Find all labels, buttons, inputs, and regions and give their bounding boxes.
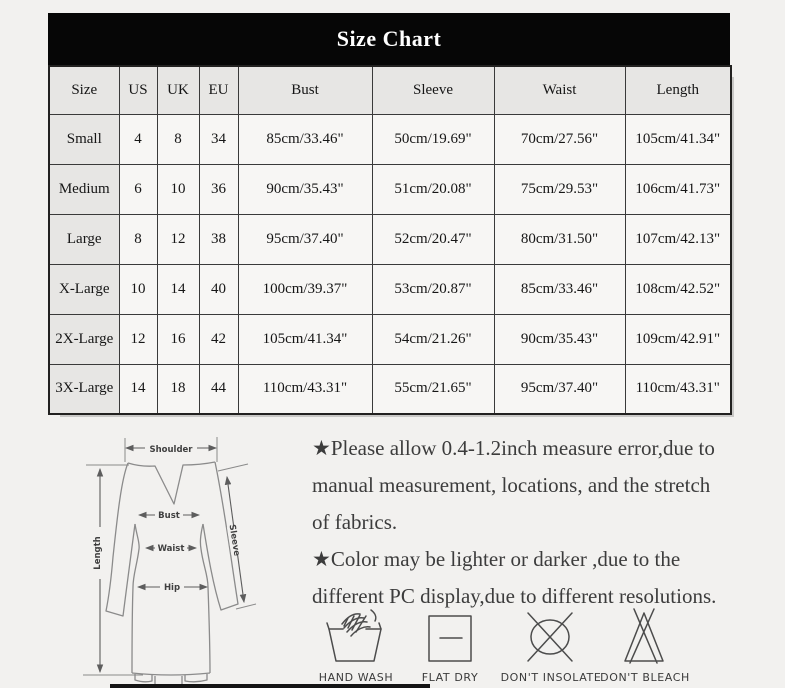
table-cell: 8	[157, 114, 199, 164]
table-cell: 53cm/20.87"	[372, 264, 494, 314]
table-cell: 50cm/19.69"	[372, 114, 494, 164]
table-cell: 44	[199, 364, 238, 414]
length-label: Length	[93, 536, 103, 570]
column-header-length: Length	[625, 66, 731, 114]
table-cell: 38	[199, 214, 238, 264]
note-line: ★Color may be lighter or darker ,due to the	[312, 547, 681, 571]
table-cell: 40	[199, 264, 238, 314]
sleeve-measure	[218, 464, 256, 609]
note-line: manual measurement, locations, and the stretch	[312, 473, 711, 497]
column-header-uk: UK	[157, 66, 199, 114]
table-cell: 107cm/42.13"	[625, 214, 731, 264]
dont-bleach-icon	[612, 607, 678, 664]
shoulder-label: Shoulder	[149, 445, 193, 455]
care-label: DON'T BLEACH	[600, 671, 690, 684]
table-cell: 95cm/37.40"	[494, 364, 625, 414]
table-cell: 105cm/41.34"	[238, 314, 372, 364]
care-label: HAND WASH	[318, 671, 394, 684]
row-header: Small	[49, 114, 119, 164]
table-cell: 34	[199, 114, 238, 164]
table-cell: 105cm/41.34"	[625, 114, 731, 164]
table-cell: 14	[119, 364, 157, 414]
table-cell: 6	[119, 164, 157, 214]
table-cell: 8	[119, 214, 157, 264]
table-row	[49, 264, 731, 314]
hand-wash-icon	[323, 607, 389, 664]
column-header-eu: EU	[199, 66, 238, 114]
table-cell: 80cm/31.50"	[494, 214, 625, 264]
header-row	[49, 66, 731, 114]
table-cell: 90cm/35.43"	[494, 314, 625, 364]
table-row	[49, 314, 731, 364]
row-header: 3X-Large	[49, 364, 119, 414]
table-cell: 12	[157, 214, 199, 264]
table-cell: 70cm/27.56"	[494, 114, 625, 164]
column-header-size: Size	[49, 66, 119, 114]
sleeve-label: Sleeve	[226, 523, 242, 557]
column-header-sleeve: Sleeve	[372, 66, 494, 114]
note-line: of fabrics.	[312, 510, 398, 534]
table-cell: 18	[157, 364, 199, 414]
table-cell: 12	[119, 314, 157, 364]
shoulder-measure	[125, 437, 217, 462]
table-cell: 75cm/29.53"	[494, 164, 625, 214]
size-table	[48, 65, 732, 415]
waist-measure	[146, 541, 196, 554]
dress-measurement-diagram	[55, 425, 330, 688]
dress-outline-icon	[106, 462, 238, 686]
care-label: FLAT DRY	[421, 671, 479, 684]
column-header-waist: Waist	[494, 66, 625, 114]
notes-block	[312, 430, 772, 615]
table-body	[49, 114, 731, 414]
hip-label: Hip	[163, 583, 181, 593]
table-cell: 106cm/41.73"	[625, 164, 731, 214]
row-header: 2X-Large	[49, 314, 119, 364]
bottom-crop-bar	[110, 684, 430, 688]
note-line: ★Please allow 0.4-1.2inch measure error,due to	[312, 436, 715, 460]
table-row	[49, 164, 731, 214]
table-cell: 55cm/21.65"	[372, 364, 494, 414]
table-row	[49, 364, 731, 414]
table-cell: 110cm/43.31"	[238, 364, 372, 414]
size-chart-title: Size Chart	[48, 13, 730, 65]
table-cell: 108cm/42.52"	[625, 264, 731, 314]
table-cell: 90cm/35.43"	[238, 164, 372, 214]
table-cell: 16	[157, 314, 199, 364]
column-header-us: US	[119, 66, 157, 114]
care-item-dont-bleach	[586, 604, 704, 684]
table-cell: 85cm/33.46"	[238, 114, 372, 164]
table-cell: 10	[119, 264, 157, 314]
table-row	[49, 214, 731, 264]
row-header: X-Large	[49, 264, 119, 314]
table-cell: 95cm/37.40"	[238, 214, 372, 264]
care-label: DON'T INSOLATE	[500, 671, 602, 684]
hip-measure	[138, 580, 207, 593]
dont-insolate-icon	[518, 607, 584, 664]
row-header: Large	[49, 214, 119, 264]
row-header: Medium	[49, 164, 119, 214]
table-row	[49, 114, 731, 164]
table-cell: 52cm/20.47"	[372, 214, 494, 264]
table-cell: 100cm/39.37"	[238, 264, 372, 314]
table-cell: 4	[119, 114, 157, 164]
bust-measure	[139, 508, 199, 521]
table-cell: 110cm/43.31"	[625, 364, 731, 414]
table-cell: 109cm/42.91"	[625, 314, 731, 364]
length-measure	[83, 465, 143, 675]
note-line: different PC display,due to different resolutions.	[312, 584, 717, 608]
table-cell: 10	[157, 164, 199, 214]
table-head	[49, 66, 731, 114]
waist-label: Waist	[157, 544, 185, 554]
table-cell: 14	[157, 264, 199, 314]
flat-dry-icon	[417, 607, 483, 664]
table-cell: 51cm/20.08"	[372, 164, 494, 214]
bust-label: Bust	[158, 511, 180, 521]
table-cell: 36	[199, 164, 238, 214]
table-cell: 85cm/33.46"	[494, 264, 625, 314]
table-cell: 54cm/21.26"	[372, 314, 494, 364]
column-header-bust: Bust	[238, 66, 372, 114]
table-cell: 42	[199, 314, 238, 364]
size-chart-section	[48, 13, 730, 415]
